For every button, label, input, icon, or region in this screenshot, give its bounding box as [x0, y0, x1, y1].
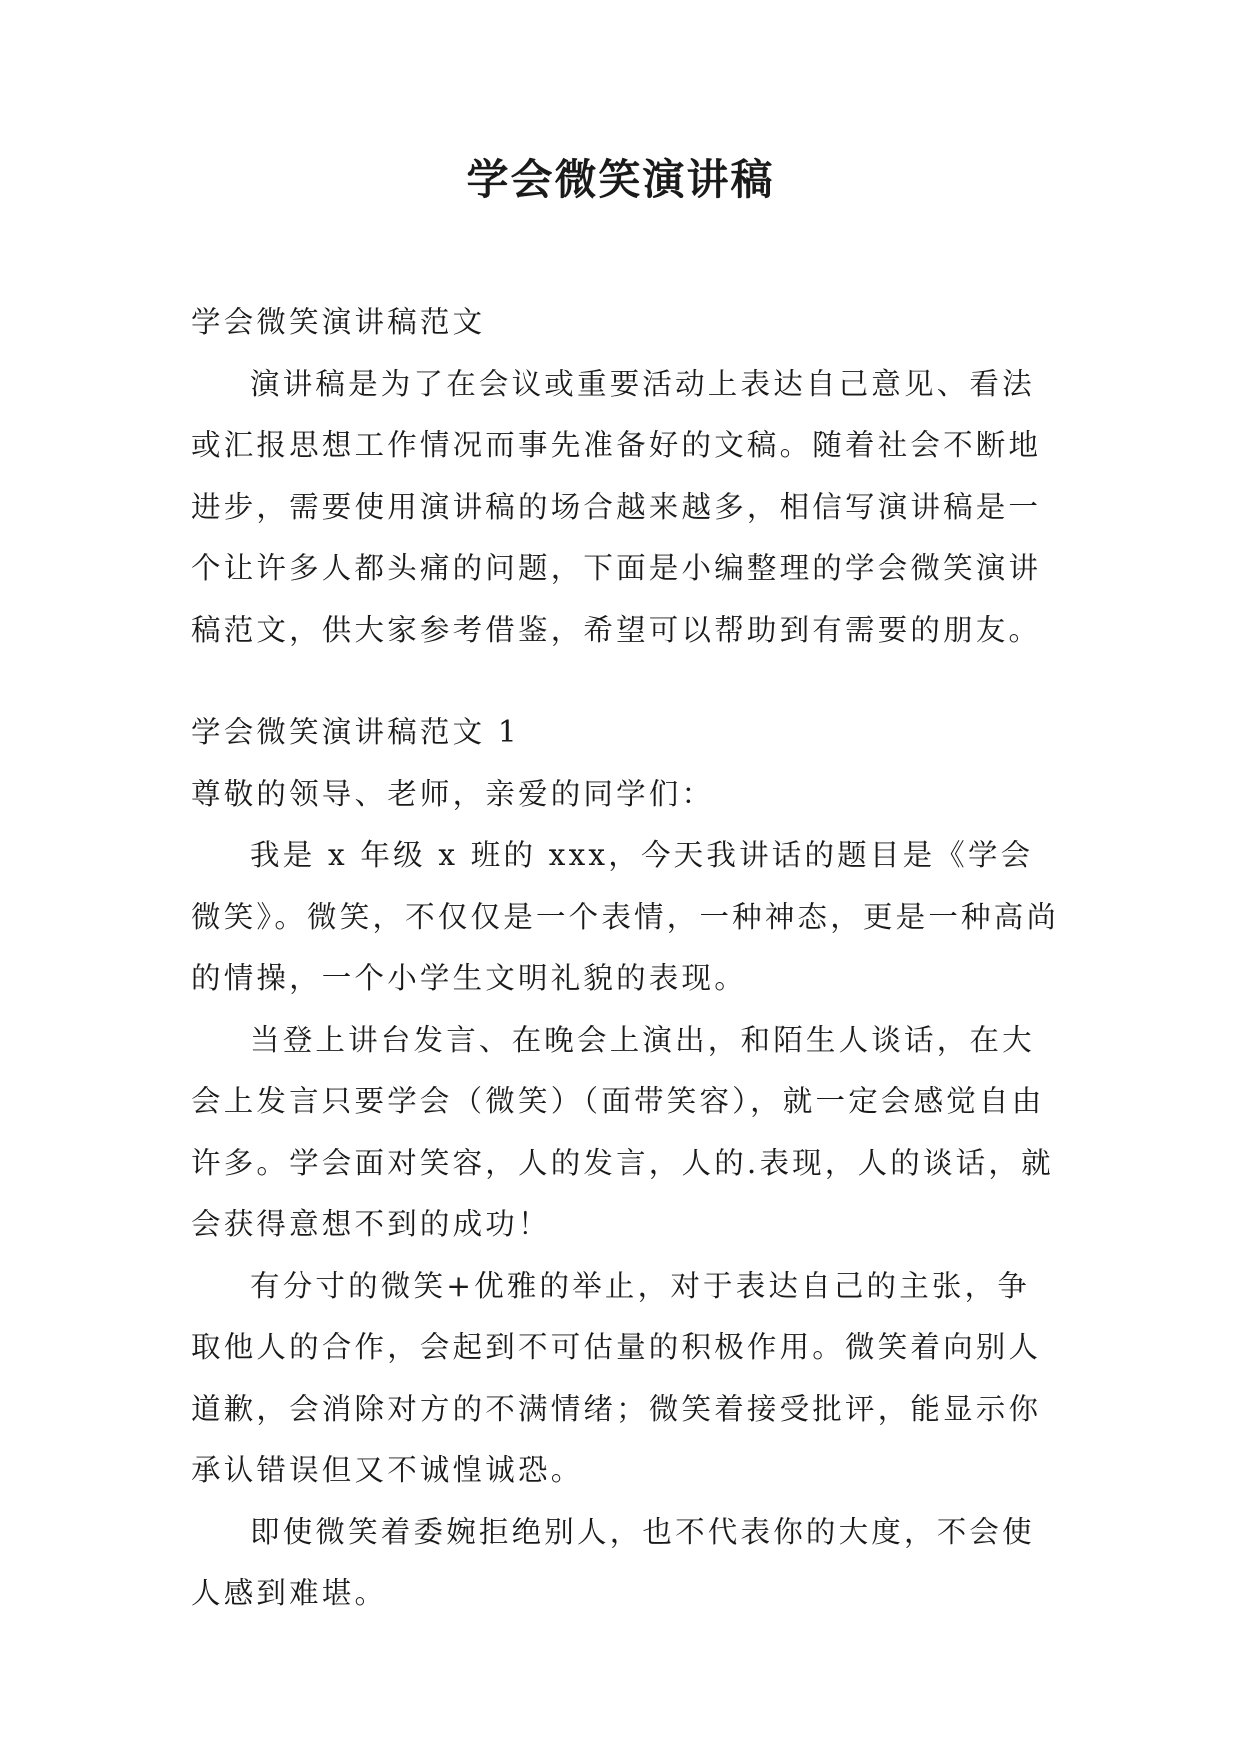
body-paragraph: 当登上讲台发言、在晚会上演出，和陌生人谈话，在大会上发言只要学会（微笑）（面带笑容），就一定会感觉自由许多。学会面对笑容，人的发言，人的.表现，人的谈话，就会获得意想不到的成功！	[191, 1022, 1054, 1241]
body-paragraph: 有分寸的微笑+优雅的举止，对于表达自己的主张，争取他人的合作，会起到不可估量的积极作用。微笑着向别人道歉，会消除对方的不满情绪；微笑着接受批评，能显示你承认错误但又不诚惶诚恐。	[191, 1268, 1042, 1487]
document-body	[191, 292, 1061, 1625]
intro-paragraph: 演讲稿是为了在会议或重要活动上表达自己意见、看法或汇报思想工作情况而事先准备好的文稿。随着社会不断地进步，需要使用演讲稿的场合越来越多，相信写演讲稿是一个让许多人都头痛的问题，下面是小编整理的学会微笑演讲稿范文，供大家参考借鉴，希望可以帮助到有需要的朋友。	[191, 366, 1042, 647]
body-paragraph: 即使微笑着委婉拒绝别人，也不代表你的大度，不会使人感到难堪。	[191, 1514, 1035, 1610]
body-paragraph: 我是 x 年级 x 班的 xxx，今天我讲话的题目是《学会微笑》。微笑，不仅仅是一个表情，一种神态，更是一种高尚的情操，一个小学生文明礼貌的表现。	[191, 838, 1060, 995]
salutation: 尊敬的领导、老师，亲爱的同学们：	[191, 776, 715, 811]
document-title: 学会微笑演讲稿	[466, 155, 775, 204]
section-heading: 学会微笑演讲稿范文	[191, 305, 486, 339]
section-heading: 学会微笑演讲稿范文 1	[191, 715, 520, 749]
